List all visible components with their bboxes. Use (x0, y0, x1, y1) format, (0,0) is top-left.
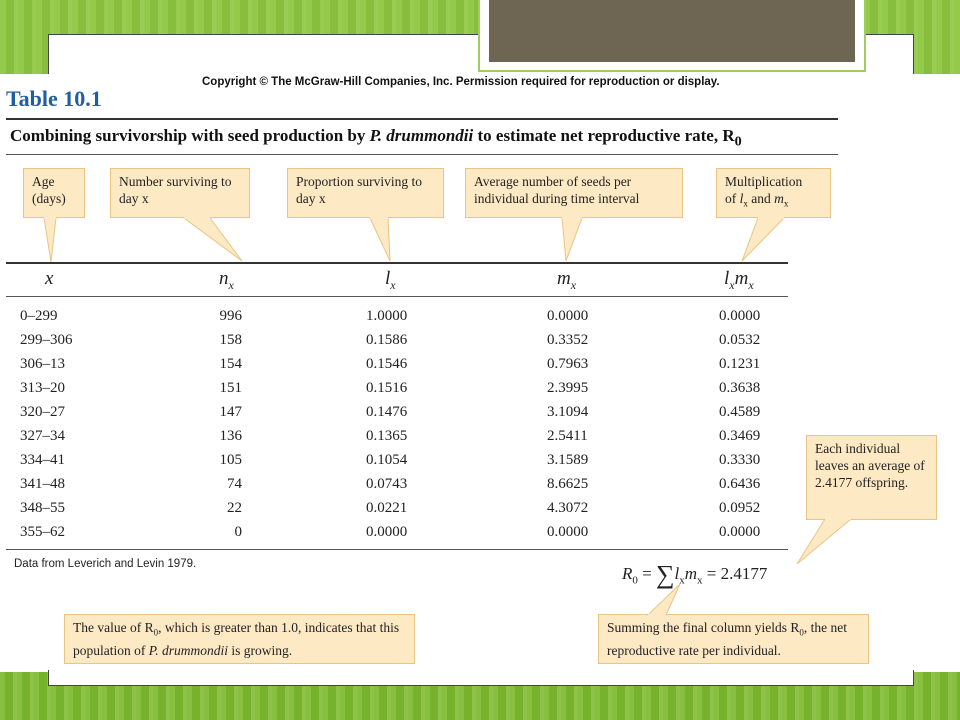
cell-age: 355–62 (20, 524, 65, 540)
cell-lxmx: 0.3330 (719, 452, 761, 468)
cell-lxmx: 0.0000 (719, 524, 761, 540)
callout-age-tail (40, 217, 60, 263)
table-row (0, 332, 800, 354)
table-row (0, 452, 800, 474)
cell-age: 313–20 (20, 380, 65, 396)
cell-lx: 0.0743 (366, 476, 408, 492)
cell-age: 306–13 (20, 356, 65, 372)
cell-lxmx: 0.3469 (719, 428, 761, 444)
cell-lxmx: 0.0532 (719, 332, 761, 348)
data-source-note: Data from Leverich and Levin 1979. (14, 558, 197, 570)
cell-mx: 0.0000 (547, 524, 589, 540)
cell-mx: 0.7963 (547, 356, 589, 372)
title-placeholder (489, 0, 855, 62)
cell-lx: 0.1365 (366, 428, 408, 444)
cell-nx: 0 (234, 524, 242, 540)
header-x: x (45, 268, 54, 289)
cell-lxmx: 0.6436 (719, 476, 761, 492)
callout-multiplication: Multiplication of $l_x$ and $m_x$ (716, 168, 831, 218)
cell-lx: 0.0221 (366, 500, 408, 516)
callout-number-surviving: Number surviving to day x (110, 168, 250, 218)
table-number: Table 10.1 (6, 86, 102, 111)
cell-mx: 3.1094 (547, 404, 589, 420)
table-header-bottom-rule (6, 296, 788, 297)
callout-seeds-tail (558, 217, 588, 263)
copyright-notice: Copyright © The McGraw-Hill Companies, Inc. Permission required for reproduction or display. (202, 76, 720, 88)
header-nx: $n_x$ (219, 268, 234, 292)
cell-mx: 2.5411 (547, 428, 588, 444)
cell-mx: 3.1589 (547, 452, 589, 468)
table-row (0, 308, 800, 330)
cell-lx: 0.1546 (366, 356, 408, 372)
table-row (0, 356, 800, 378)
cell-age: 348–55 (20, 500, 65, 516)
callout-multiplication-tail (738, 217, 788, 263)
header-lx: $l_x$ (385, 268, 396, 292)
cell-mx: 8.6625 (547, 476, 589, 492)
callout-number-tail (180, 217, 244, 263)
cell-age: 334–41 (20, 452, 65, 468)
cell-age: 341–48 (20, 476, 65, 492)
table-bottom-rule (6, 549, 788, 550)
table-row (0, 500, 800, 522)
cell-nx: 147 (219, 404, 242, 420)
callout-summing: Summing the final column yields $R_0$, the net reproductive rate per individual. (598, 614, 869, 664)
table-top-rule (6, 118, 838, 120)
cell-age: 299–306 (20, 332, 73, 348)
r0-formula: $R_0 = \sum l_xm_x = 2.4177$ (622, 560, 768, 589)
cell-lxmx: 0.3638 (719, 380, 761, 396)
cell-lx: 0.1586 (366, 332, 408, 348)
table-row (0, 524, 800, 546)
cell-nx: 74 (227, 476, 242, 492)
cell-lx: 0.1054 (366, 452, 408, 468)
cell-nx: 996 (219, 308, 242, 324)
callout-average-seeds: Average number of seeds per individual during time interval (465, 168, 683, 218)
callout-proportion-surviving: Proportion surviving to day x (287, 168, 444, 218)
table-row (0, 428, 800, 450)
cell-age: 327–34 (20, 428, 65, 444)
cell-lxmx: 0.0000 (719, 308, 761, 324)
cell-mx: 2.3995 (547, 380, 589, 396)
callout-age: Age (days) (23, 168, 85, 218)
cell-nx: 158 (219, 332, 242, 348)
cell-lxmx: 0.0952 (719, 500, 761, 516)
cell-lx: 0.1476 (366, 404, 408, 420)
cell-nx: 105 (219, 452, 242, 468)
cell-lxmx: 0.1231 (719, 356, 761, 372)
cell-mx: 0.0000 (547, 308, 589, 324)
caption-rule (6, 154, 838, 155)
cell-lxmx: 0.4589 (719, 404, 761, 420)
summation-symbol: ∑ (655, 560, 675, 589)
cell-nx: 151 (219, 380, 242, 396)
cell-lx: 0.1516 (366, 380, 408, 396)
table-row (0, 476, 800, 498)
header-lxmx: $l_xm_x$ (724, 268, 754, 292)
cell-lx: 1.0000 (366, 308, 408, 324)
cell-lx: 0.0000 (366, 524, 408, 540)
cell-age: 320–27 (20, 404, 65, 420)
cell-nx: 22 (227, 500, 242, 516)
table-caption: Combining survivorship with seed production by P. drummondii to estimate net reproductive rate, $R_0$ (10, 126, 742, 150)
cell-nx: 136 (219, 428, 242, 444)
cell-mx: 0.3352 (547, 332, 589, 348)
cell-mx: 4.3072 (547, 500, 589, 516)
cell-age: 0–299 (20, 308, 58, 324)
callout-each-individual: Each individual leaves an average of 2.4177 offspring. (806, 435, 937, 520)
table-header-top-rule (6, 262, 788, 264)
callout-value-r0: The value of $R_0$, which is greater than 1.0, indicates that this population of P. drummondii is growing. (64, 614, 415, 664)
callout-each-individual-tail (795, 518, 855, 566)
callout-proportion-tail (368, 217, 398, 263)
table-row (0, 380, 800, 402)
table-row (0, 404, 800, 426)
header-mx: $m_x$ (557, 268, 577, 292)
cell-nx: 154 (219, 356, 242, 372)
